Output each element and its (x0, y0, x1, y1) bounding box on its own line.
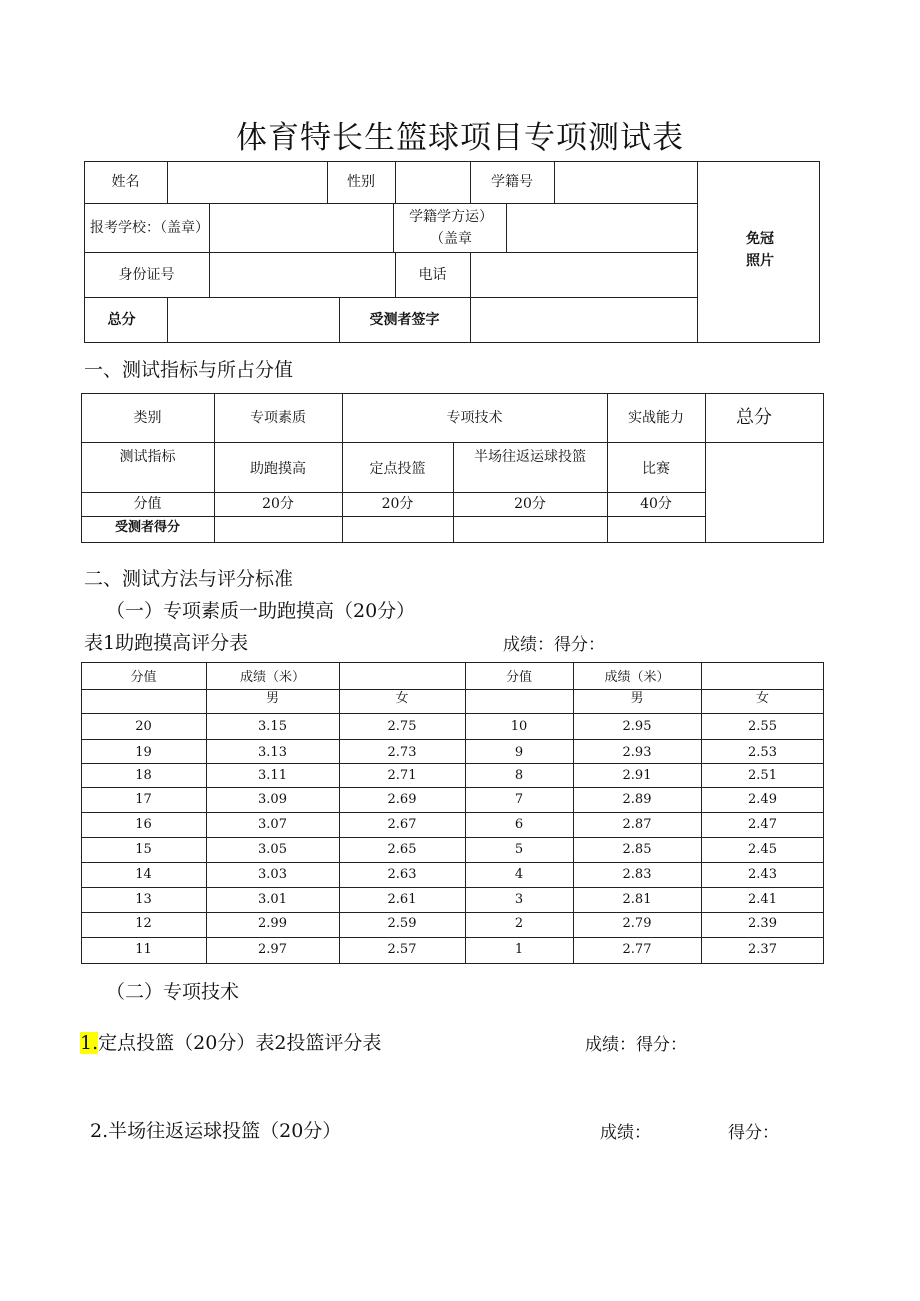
table1-cell: 2.53 (748, 745, 777, 760)
photo-placeholder: 免冠照片 (746, 231, 774, 269)
table1-cell: 3.03 (258, 867, 287, 882)
item2-score-label: 得分： (728, 1123, 779, 1143)
gender-label: 性别 (347, 174, 375, 190)
signature-label: 受测者签字 (369, 312, 440, 328)
table1-cell: 2.63 (387, 867, 417, 882)
indicator-shooting: 定点投篮 (369, 461, 426, 477)
table1-cell: 2.67 (387, 817, 417, 832)
table1-cell: 3.11 (258, 768, 287, 783)
table1-score-line: 成绩：得分： (503, 635, 605, 655)
table1-cell: 3.09 (258, 792, 287, 807)
table1-cell: 19 (135, 745, 152, 760)
table1-caption: 表1助跑摸高评分表 (84, 632, 249, 654)
id-number-label: 身份证号 (118, 266, 175, 283)
table1-cell: 2.59 (387, 916, 417, 931)
table1-cell: 2.41 (748, 892, 777, 907)
points-shooting: 20分 (381, 496, 414, 512)
table1-cell: 2.45 (748, 842, 777, 857)
female-header-left: 女 (395, 691, 409, 706)
name-label: 姓名 (111, 174, 140, 190)
table1-cell: 2.85 (622, 842, 652, 857)
table1-cell: 2.95 (622, 719, 652, 734)
table1-cell: 20 (135, 719, 152, 734)
school-label: 报考学校：（盖章） (90, 219, 209, 236)
table1-cell: 3.05 (258, 842, 287, 857)
page-title: 体育特长生篮球项目专项测试表 (236, 120, 684, 156)
indicator-match: 比赛 (642, 461, 670, 477)
table1-cell: 2.49 (748, 792, 777, 807)
quality-header: 专项素质 (250, 409, 306, 426)
school-side-label: 学籍学方运）（盖章 (409, 208, 493, 247)
table1-cell: 15 (135, 842, 152, 857)
table1-cell: 2.71 (387, 768, 417, 783)
category-header: 类别 (133, 409, 162, 426)
points-dribble: 20分 (514, 496, 546, 512)
phone-label: 电话 (418, 266, 447, 283)
section2-heading: 二、测试方法与评分标准 (84, 568, 294, 590)
table1-cell: 2.47 (748, 817, 777, 832)
table1-cell: 2.51 (748, 768, 777, 783)
combat-header: 实战能力 (628, 409, 684, 426)
item1-number: 1. (80, 1032, 99, 1054)
total-header: 总分 (736, 406, 772, 428)
table1-cell: 2.37 (748, 942, 777, 957)
result-header-left: 成绩（米） (239, 670, 305, 685)
table1-cell: 4 (514, 867, 524, 882)
table1-cell: 2.99 (258, 916, 287, 931)
points-jump: 20分 (262, 496, 294, 512)
indicator-jump: 助跑摸高 (250, 461, 306, 477)
table1-cell: 2.79 (622, 916, 652, 931)
table1-cell: 17 (135, 792, 152, 807)
table1-cell: 3.01 (258, 892, 287, 907)
table1-cell: 12 (135, 916, 152, 931)
score-header-left: 分值 (130, 670, 157, 685)
female-header-right: 女 (755, 691, 769, 706)
male-header-left: 男 (265, 691, 279, 706)
examinee-score-label: 受测者得分 (114, 520, 180, 535)
table1-cell: 2.43 (748, 867, 777, 882)
table1-cell: 14 (135, 867, 152, 882)
male-header-right: 男 (630, 691, 644, 706)
table1-cell: 11 (135, 942, 152, 957)
table1-cell: 2.81 (622, 892, 652, 907)
table1-cell: 13 (135, 892, 152, 907)
item1-score-line: 成绩：得分： (585, 1035, 687, 1055)
table1-cell: 3 (514, 892, 524, 907)
table1-cell: 1 (514, 942, 524, 957)
table1-cell: 2.77 (622, 942, 652, 957)
table1-cell: 2.65 (387, 842, 417, 857)
table1-cell: 3.13 (258, 745, 287, 760)
table1-cell: 2.75 (387, 719, 417, 734)
indicator-label: 测试指标 (119, 449, 176, 465)
score-header-right: 分值 (505, 670, 532, 685)
table1-cell: 2.39 (748, 916, 777, 931)
table1-cell: 9 (514, 745, 524, 760)
item2-text: 2.半场往返运球投篮（20分） (90, 1120, 342, 1142)
table1-cell: 2.89 (622, 792, 652, 807)
technique-header: 专项技术 (446, 409, 503, 426)
table1-cell: 8 (514, 768, 524, 783)
table1-cell: 3.15 (258, 719, 287, 734)
table1-cell: 2.87 (622, 817, 652, 832)
student-id-label: 学籍号 (491, 174, 533, 190)
points-label: 分值 (133, 496, 162, 512)
item2-result-label: 成绩： (600, 1123, 651, 1143)
table1-cell: 2.83 (622, 867, 652, 882)
item1-text: 定点投篮（20分）表2投篮评分表 (98, 1032, 382, 1054)
table1-cell: 2.61 (387, 892, 417, 907)
result-header-right: 成绩（米） (604, 670, 670, 685)
table1-cell: 18 (135, 768, 152, 783)
table1-cell: 6 (514, 817, 524, 832)
table1-cell: 2.73 (387, 745, 417, 760)
indicator-dribble: 半场往返运球投篮 (474, 449, 586, 465)
item1-line (80, 1028, 381, 1055)
points-match: 40分 (640, 496, 672, 512)
table1-cell: 16 (135, 817, 152, 832)
table1-cell: 2.91 (622, 768, 652, 783)
subsection-quality: （一）专项素质一助跑摸高（20分） (106, 600, 416, 622)
table1-cell: 2.97 (258, 942, 287, 957)
section1-heading: 一、测试指标与所占分值 (84, 359, 294, 381)
table1-cell: 10 (510, 719, 528, 734)
table1-cell: 5 (514, 842, 524, 857)
table1-cell: 2.55 (748, 719, 777, 734)
subsection-technique: （二）专项技术 (106, 981, 240, 1003)
table1-cell: 2 (514, 916, 524, 931)
table1-cell: 3.07 (258, 817, 287, 832)
total-score-label: 总分 (107, 312, 136, 328)
table1-cell: 2.93 (622, 745, 652, 760)
table1-cell: 7 (514, 792, 524, 807)
table1-cell: 2.69 (387, 792, 417, 807)
table1-cell: 2.57 (387, 942, 417, 957)
